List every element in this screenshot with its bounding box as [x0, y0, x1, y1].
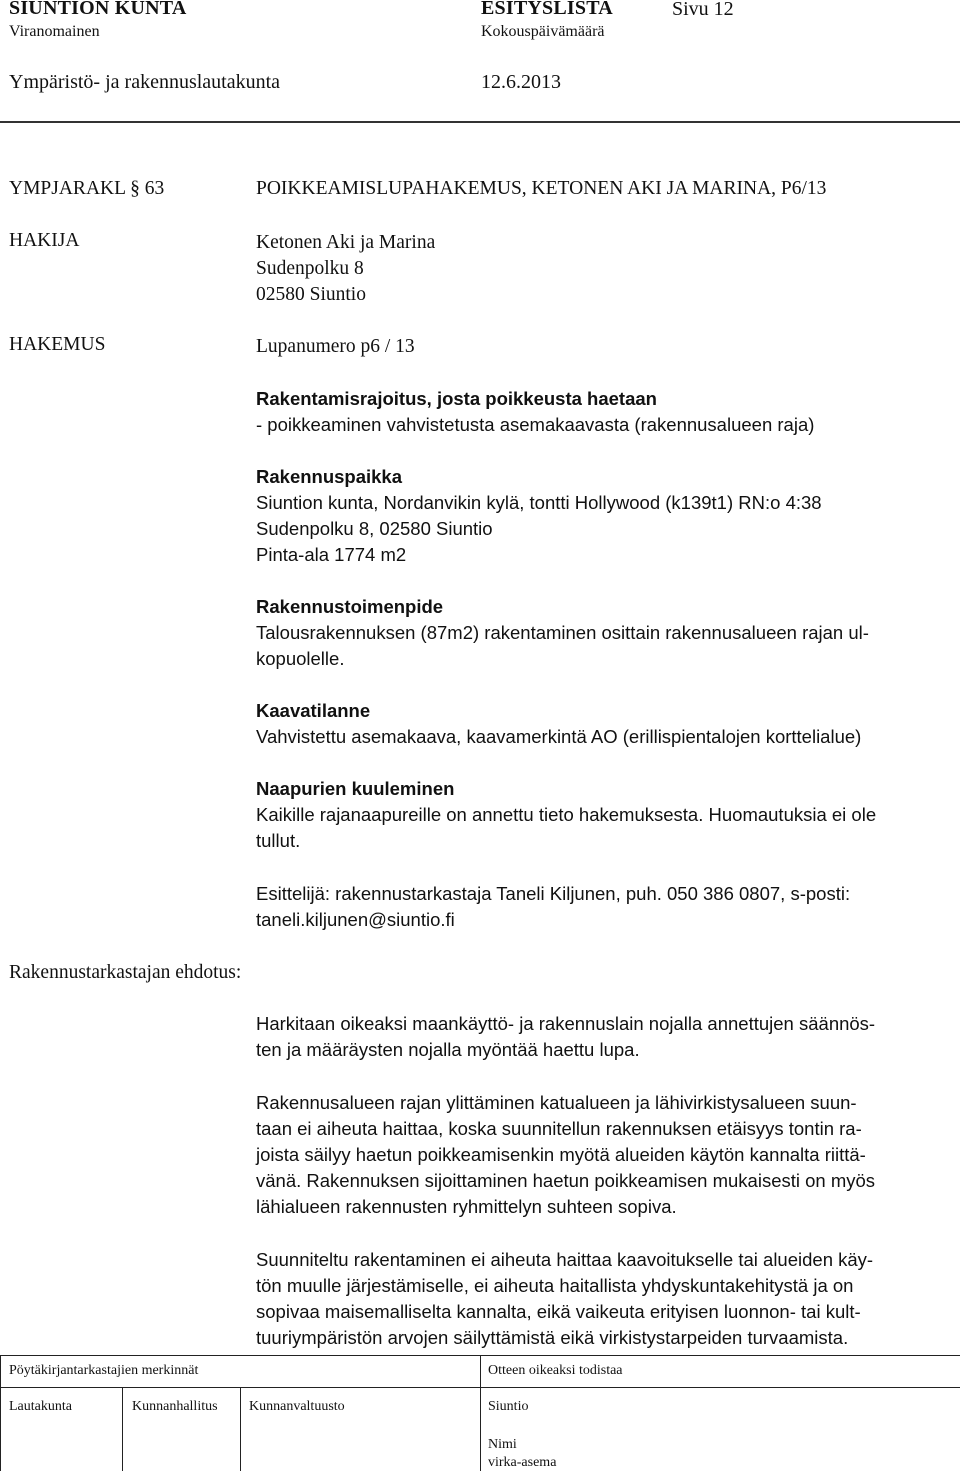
site-heading: Rakennuspaikka: [256, 466, 403, 487]
footer-position-label: virka-asema: [488, 1455, 557, 1470]
proposal-line: ten ja määräysten nojalla myöntää haettu lupa.: [256, 1039, 640, 1060]
authority-name: Ympäristö- ja rakennuslautakunta: [9, 71, 281, 93]
plan-text: Vahvistettu asemakaava, kaavamerkintä AO (erillispientalojen korttelialue): [256, 726, 862, 747]
proposal-line: lähialueen rakennusten ryhmittelyn suhteen sopiva.: [256, 1196, 677, 1217]
site-line: Pinta-ala 1774 m2: [256, 544, 407, 565]
authority-label: Viranomainen: [9, 23, 100, 40]
municipality-name: SIUNTION KUNTA: [9, 0, 187, 19]
footer-column-divider: [480, 1355, 481, 1471]
footer-col-board: Lautakunta: [9, 1399, 72, 1414]
applicant-city: 02580 Siuntio: [256, 284, 366, 305]
footer-col-municipal-board: Kunnanhallitus: [132, 1399, 218, 1414]
meeting-date: 12.6.2013: [481, 71, 561, 93]
document-type: ESITYSLISTA: [481, 0, 613, 19]
reviewers-label: Pöytäkirjantarkastajien merkinnät: [9, 1363, 199, 1378]
footer-name-label: Nimi: [488, 1437, 517, 1452]
meeting-date-label: Kokouspäivämäärä: [481, 23, 605, 40]
site-line: Sudenpolku 8, 02580 Siuntio: [256, 518, 493, 539]
footer-left-border: [0, 1355, 1, 1471]
presenter-email: taneli.kiljunen@siuntio.fi: [256, 909, 455, 930]
site-line: Siuntion kunta, Nordanvikin kylä, tontti Hollywood (k139t1) RN:o 4:38: [256, 492, 822, 513]
certified-label: Otteen oikeaksi todistaa: [488, 1363, 623, 1378]
proposal-line: Harkitaan oikeaksi maankäyttö- ja rakennuslain nojalla annettujen säännös-: [256, 1013, 876, 1034]
proposal-line: tuuriympäristön arvojen säilyttämistä eikä virkistystarpeiden turvaamista.: [256, 1327, 849, 1348]
footer-signature-table: [0, 1355, 960, 1471]
applicant-label: HAKIJA: [9, 230, 80, 251]
proposal-line: tön muulle järjestämiselle, ei aiheuta haitallista yhdyskuntakehitystä ja on: [256, 1275, 854, 1296]
restriction-heading: Rakentamisrajoitus, josta poikkeusta haetaan: [256, 388, 657, 409]
footer-column-divider: [122, 1387, 123, 1471]
permit-number: Lupanumero p6 / 13: [256, 336, 415, 357]
case-title: POIKKEAMISLUPAHAKEMUS, KETONEN AKI JA MARINA, P6/13: [256, 178, 827, 199]
footer-place: Siuntio: [488, 1399, 529, 1414]
application-label: HAKEMUS: [9, 334, 106, 355]
applicant-street: Sudenpolku 8: [256, 258, 364, 279]
proposal-line: taan ei aiheuta haittaa, koska suunnitellun rakennuksen etäisyys tontin ra-: [256, 1118, 862, 1139]
proposal-line: vänä. Rakennuksen sijoittaminen haetun poikkeamisen mukaisesti on myös: [256, 1170, 876, 1191]
action-line: Talousrakennuksen (87m2) rakentaminen osittain rakennusalueen rajan ul-: [256, 622, 869, 643]
page-number: Sivu 12: [672, 0, 734, 20]
proposal-line: Rakennusalueen rajan ylittäminen katualueen ja lähivirkistysalueen suun-: [256, 1092, 857, 1113]
case-number: YMPJARAKL § 63: [9, 178, 165, 199]
proposal-line: Suunniteltu rakentaminen ei aiheuta haittaa kaavoitukselle tai alueiden käy-: [256, 1249, 874, 1270]
proposal-line: sopivaa maisemalliselta kannalta, eikä vaikeuta erityisen luonnon- tai kult-: [256, 1301, 861, 1322]
applicant-name: Ketonen Aki ja Marina: [256, 232, 436, 253]
restriction-text: - poikkeaminen vahvistetusta asemakaavasta (rakennusalueen raja): [256, 414, 815, 435]
plan-heading: Kaavatilanne: [256, 700, 371, 721]
proposal-label: Rakennustarkastajan ehdotus:: [9, 962, 242, 983]
action-line: kopuolelle.: [256, 648, 345, 669]
presenter-line: Esittelijä: rakennustarkastaja Taneli Kiljunen, puh. 050 386 0807, s-posti:: [256, 883, 851, 904]
footer-column-divider: [240, 1387, 241, 1471]
neighbors-line: Kaikille rajanaapureille on annettu tieto hakemuksesta. Huomautuksia ei ole: [256, 804, 877, 825]
neighbors-heading: Naapurien kuuleminen: [256, 778, 455, 799]
proposal-line: joista säilyy haetun poikkeamisenkin myötä alueiden käytön kannalta riittä-: [256, 1144, 866, 1165]
footer-col-council: Kunnanvaltuusto: [249, 1399, 345, 1414]
header-divider: [0, 121, 960, 123]
neighbors-line: tullut.: [256, 830, 301, 851]
action-heading: Rakennustoimenpide: [256, 596, 444, 617]
